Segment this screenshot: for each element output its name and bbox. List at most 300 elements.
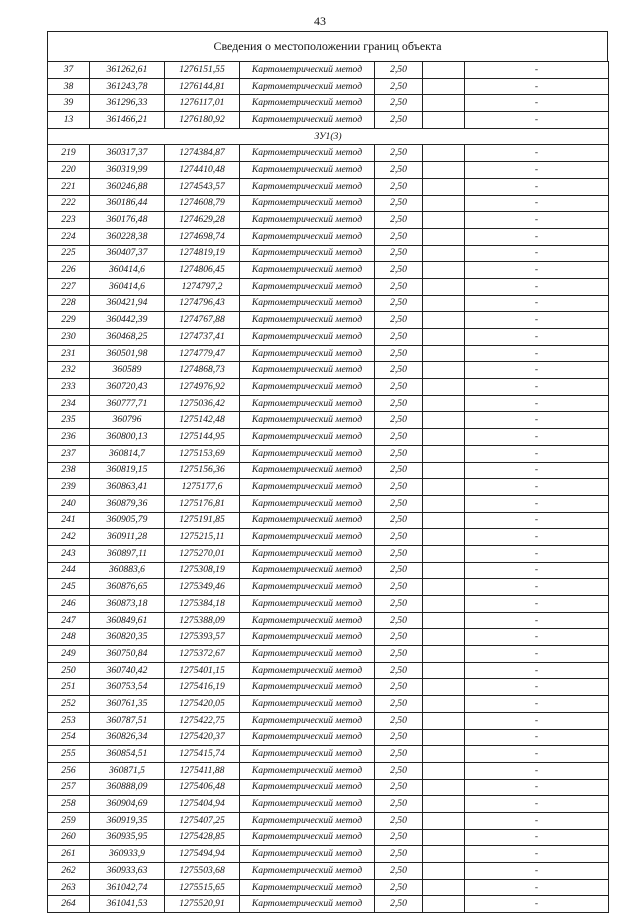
point-number-cell: 39	[48, 95, 90, 112]
table-row	[48, 729, 609, 746]
y-coordinate-cell: 1275422,75	[165, 712, 240, 729]
extra-cell: -	[465, 829, 609, 846]
x-coordinate-cell: 360888,09	[90, 779, 165, 796]
table-row	[48, 345, 609, 362]
precision-cell: 2,50	[375, 495, 423, 512]
point-number-cell: 245	[48, 579, 90, 596]
y-coordinate-cell: 1275036,42	[165, 395, 240, 412]
x-coordinate-cell: 360501,98	[90, 345, 165, 362]
precision-cell: 2,50	[375, 863, 423, 880]
method-cell: Картометрический метод	[240, 712, 375, 729]
table-body	[48, 62, 609, 913]
table-row	[48, 78, 609, 95]
table-title: Сведения о местоположении границ объекта	[47, 31, 608, 61]
table-row	[48, 112, 609, 129]
y-coordinate-cell: 1275349,46	[165, 579, 240, 596]
precision-cell: 2,50	[375, 62, 423, 79]
y-coordinate-cell: 1275416,19	[165, 679, 240, 696]
point-number-cell: 252	[48, 696, 90, 713]
x-coordinate-cell: 360750,84	[90, 646, 165, 663]
description-cell	[423, 762, 465, 779]
x-coordinate-cell: 361041,53	[90, 896, 165, 913]
point-number-cell: 13	[48, 112, 90, 129]
description-cell	[423, 779, 465, 796]
table-row	[48, 145, 609, 162]
point-number-cell: 237	[48, 445, 90, 462]
x-coordinate-cell: 360819,15	[90, 462, 165, 479]
section-row	[48, 128, 609, 145]
description-cell	[423, 896, 465, 913]
table-row	[48, 712, 609, 729]
table-row	[48, 529, 609, 546]
y-coordinate-cell: 1274767,88	[165, 312, 240, 329]
point-number-cell: 248	[48, 629, 90, 646]
x-coordinate-cell: 361042,74	[90, 879, 165, 896]
precision-cell: 2,50	[375, 829, 423, 846]
extra-cell: -	[465, 896, 609, 913]
description-cell	[423, 879, 465, 896]
y-coordinate-cell: 1275404,94	[165, 796, 240, 813]
point-number-cell: 251	[48, 679, 90, 696]
point-number-cell: 228	[48, 295, 90, 312]
description-cell	[423, 512, 465, 529]
method-cell: Картометрический метод	[240, 362, 375, 379]
extra-cell: -	[465, 379, 609, 396]
precision-cell: 2,50	[375, 112, 423, 129]
table-row	[48, 162, 609, 179]
table-row	[48, 395, 609, 412]
description-cell	[423, 262, 465, 279]
point-number-cell: 264	[48, 896, 90, 913]
table-row	[48, 696, 609, 713]
extra-cell: -	[465, 329, 609, 346]
precision-cell: 2,50	[375, 796, 423, 813]
extra-cell: -	[465, 662, 609, 679]
description-cell	[423, 362, 465, 379]
method-cell: Картометрический метод	[240, 562, 375, 579]
table-row	[48, 278, 609, 295]
table-row	[48, 312, 609, 329]
y-coordinate-cell: 1275384,18	[165, 596, 240, 613]
description-cell	[423, 345, 465, 362]
y-coordinate-cell: 1275144,95	[165, 429, 240, 446]
precision-cell: 2,50	[375, 479, 423, 496]
extra-cell: -	[465, 78, 609, 95]
extra-cell: -	[465, 278, 609, 295]
table-row	[48, 796, 609, 813]
precision-cell: 2,50	[375, 696, 423, 713]
y-coordinate-cell: 1275401,15	[165, 662, 240, 679]
description-cell	[423, 545, 465, 562]
precision-cell: 2,50	[375, 245, 423, 262]
precision-cell: 2,50	[375, 729, 423, 746]
method-cell: Картометрический метод	[240, 729, 375, 746]
x-coordinate-cell: 361262,61	[90, 62, 165, 79]
y-coordinate-cell: 1275142,48	[165, 412, 240, 429]
table-row	[48, 579, 609, 596]
description-cell	[423, 195, 465, 212]
y-coordinate-cell: 1276144,81	[165, 78, 240, 95]
extra-cell: -	[465, 195, 609, 212]
point-number-cell: 220	[48, 162, 90, 179]
method-cell: Картометрический метод	[240, 829, 375, 846]
x-coordinate-cell: 361296,33	[90, 95, 165, 112]
method-cell: Картометрический метод	[240, 228, 375, 245]
y-coordinate-cell: 1275494,94	[165, 846, 240, 863]
table-row	[48, 329, 609, 346]
point-number-cell: 253	[48, 712, 90, 729]
description-cell	[423, 746, 465, 763]
table-row	[48, 495, 609, 512]
y-coordinate-cell: 1276151,55	[165, 62, 240, 79]
y-coordinate-cell: 1275420,05	[165, 696, 240, 713]
description-cell	[423, 662, 465, 679]
y-coordinate-cell: 1275215,11	[165, 529, 240, 546]
table-row	[48, 412, 609, 429]
method-cell: Картометрический метод	[240, 312, 375, 329]
table-row	[48, 829, 609, 846]
y-coordinate-cell: 1274797,2	[165, 278, 240, 295]
extra-cell: -	[465, 729, 609, 746]
precision-cell: 2,50	[375, 846, 423, 863]
x-coordinate-cell: 360761,35	[90, 696, 165, 713]
table-row	[48, 62, 609, 79]
point-number-cell: 224	[48, 228, 90, 245]
precision-cell: 2,50	[375, 178, 423, 195]
extra-cell: -	[465, 445, 609, 462]
method-cell: Картометрический метод	[240, 262, 375, 279]
description-cell	[423, 479, 465, 496]
extra-cell: -	[465, 145, 609, 162]
y-coordinate-cell: 1274698,74	[165, 228, 240, 245]
method-cell: Картометрический метод	[240, 395, 375, 412]
method-cell: Картометрический метод	[240, 596, 375, 613]
precision-cell: 2,50	[375, 395, 423, 412]
x-coordinate-cell: 360246,88	[90, 178, 165, 195]
method-cell: Картометрический метод	[240, 696, 375, 713]
table-row	[48, 646, 609, 663]
description-cell	[423, 829, 465, 846]
description-cell	[423, 495, 465, 512]
method-cell: Картометрический метод	[240, 345, 375, 362]
extra-cell: -	[465, 846, 609, 863]
method-cell: Картометрический метод	[240, 379, 375, 396]
table-row	[48, 445, 609, 462]
extra-cell: -	[465, 112, 609, 129]
extra-cell: -	[465, 479, 609, 496]
description-cell	[423, 596, 465, 613]
precision-cell: 2,50	[375, 646, 423, 663]
precision-cell: 2,50	[375, 896, 423, 913]
description-cell	[423, 629, 465, 646]
point-number-cell: 236	[48, 429, 90, 446]
precision-cell: 2,50	[375, 295, 423, 312]
x-coordinate-cell: 360317,37	[90, 145, 165, 162]
y-coordinate-cell: 1274629,28	[165, 212, 240, 229]
description-cell	[423, 379, 465, 396]
x-coordinate-cell: 361243,78	[90, 78, 165, 95]
method-cell: Картометрический метод	[240, 212, 375, 229]
x-coordinate-cell: 360414,6	[90, 278, 165, 295]
x-coordinate-cell: 360933,9	[90, 846, 165, 863]
y-coordinate-cell: 1274868,73	[165, 362, 240, 379]
precision-cell: 2,50	[375, 679, 423, 696]
extra-cell: -	[465, 646, 609, 663]
y-coordinate-cell: 1275308,19	[165, 562, 240, 579]
extra-cell: -	[465, 562, 609, 579]
table-row	[48, 245, 609, 262]
x-coordinate-cell: 360863,41	[90, 479, 165, 496]
method-cell: Картометрический метод	[240, 796, 375, 813]
table-row	[48, 879, 609, 896]
table-row	[48, 762, 609, 779]
precision-cell: 2,50	[375, 228, 423, 245]
x-coordinate-cell: 360820,35	[90, 629, 165, 646]
y-coordinate-cell: 1275415,74	[165, 746, 240, 763]
point-number-cell: 257	[48, 779, 90, 796]
description-cell	[423, 162, 465, 179]
point-number-cell: 234	[48, 395, 90, 412]
extra-cell: -	[465, 245, 609, 262]
precision-cell: 2,50	[375, 362, 423, 379]
method-cell: Картометрический метод	[240, 879, 375, 896]
x-coordinate-cell: 360796	[90, 412, 165, 429]
description-cell	[423, 295, 465, 312]
method-cell: Картометрический метод	[240, 62, 375, 79]
x-coordinate-cell: 360897,11	[90, 545, 165, 562]
y-coordinate-cell: 1274384,87	[165, 145, 240, 162]
y-coordinate-cell: 1275270,01	[165, 545, 240, 562]
precision-cell: 2,50	[375, 278, 423, 295]
table-row	[48, 362, 609, 379]
y-coordinate-cell: 1274806,45	[165, 262, 240, 279]
description-cell	[423, 445, 465, 462]
description-cell	[423, 612, 465, 629]
y-coordinate-cell: 1274543,57	[165, 178, 240, 195]
method-cell: Картометрический метод	[240, 195, 375, 212]
description-cell	[423, 395, 465, 412]
precision-cell: 2,50	[375, 429, 423, 446]
point-number-cell: 230	[48, 329, 90, 346]
x-coordinate-cell: 360879,36	[90, 495, 165, 512]
table-row	[48, 612, 609, 629]
x-coordinate-cell: 360589	[90, 362, 165, 379]
table-row	[48, 662, 609, 679]
precision-cell: 2,50	[375, 812, 423, 829]
method-cell: Картометрический метод	[240, 646, 375, 663]
table-row	[48, 429, 609, 446]
method-cell: Картометрический метод	[240, 846, 375, 863]
y-coordinate-cell: 1275393,57	[165, 629, 240, 646]
point-number-cell: 232	[48, 362, 90, 379]
method-cell: Картометрический метод	[240, 278, 375, 295]
table-row	[48, 545, 609, 562]
extra-cell: -	[465, 228, 609, 245]
x-coordinate-cell: 360186,44	[90, 195, 165, 212]
extra-cell: -	[465, 579, 609, 596]
point-number-cell: 225	[48, 245, 90, 262]
y-coordinate-cell: 1275520,91	[165, 896, 240, 913]
x-coordinate-cell: 360468,25	[90, 329, 165, 346]
precision-cell: 2,50	[375, 95, 423, 112]
y-coordinate-cell: 1276180,92	[165, 112, 240, 129]
section-label: ЗУ1(3)	[48, 128, 609, 145]
method-cell: Картометрический метод	[240, 612, 375, 629]
point-number-cell: 242	[48, 529, 90, 546]
method-cell: Картометрический метод	[240, 896, 375, 913]
page-number: 43	[314, 14, 326, 28]
boundary-points-table	[47, 61, 609, 913]
method-cell: Картометрический метод	[240, 479, 375, 496]
description-cell	[423, 579, 465, 596]
x-coordinate-cell: 360414,6	[90, 262, 165, 279]
precision-cell: 2,50	[375, 712, 423, 729]
table-row	[48, 95, 609, 112]
method-cell: Картометрический метод	[240, 112, 375, 129]
method-cell: Картометрический метод	[240, 762, 375, 779]
extra-cell: -	[465, 629, 609, 646]
point-number-cell: 246	[48, 596, 90, 613]
description-cell	[423, 696, 465, 713]
point-number-cell: 235	[48, 412, 90, 429]
method-cell: Картометрический метод	[240, 512, 375, 529]
method-cell: Картометрический метод	[240, 812, 375, 829]
table-row	[48, 596, 609, 613]
point-number-cell: 238	[48, 462, 90, 479]
method-cell: Картометрический метод	[240, 178, 375, 195]
y-coordinate-cell: 1274608,79	[165, 195, 240, 212]
extra-cell: -	[465, 545, 609, 562]
extra-cell: -	[465, 312, 609, 329]
extra-cell: -	[465, 178, 609, 195]
table-row	[48, 629, 609, 646]
extra-cell: -	[465, 62, 609, 79]
precision-cell: 2,50	[375, 779, 423, 796]
method-cell: Картометрический метод	[240, 162, 375, 179]
extra-cell: -	[465, 362, 609, 379]
description-cell	[423, 462, 465, 479]
extra-cell: -	[465, 712, 609, 729]
method-cell: Картометрический метод	[240, 679, 375, 696]
point-number-cell: 261	[48, 846, 90, 863]
precision-cell: 2,50	[375, 162, 423, 179]
y-coordinate-cell: 1275411,88	[165, 762, 240, 779]
method-cell: Картометрический метод	[240, 95, 375, 112]
method-cell: Картометрический метод	[240, 329, 375, 346]
extra-cell: -	[465, 779, 609, 796]
description-cell	[423, 78, 465, 95]
precision-cell: 2,50	[375, 529, 423, 546]
point-number-cell: 262	[48, 863, 90, 880]
description-cell	[423, 112, 465, 129]
point-number-cell: 38	[48, 78, 90, 95]
extra-cell: -	[465, 429, 609, 446]
precision-cell: 2,50	[375, 629, 423, 646]
precision-cell: 2,50	[375, 78, 423, 95]
description-cell	[423, 212, 465, 229]
x-coordinate-cell: 360873,18	[90, 596, 165, 613]
precision-cell: 2,50	[375, 195, 423, 212]
precision-cell: 2,50	[375, 462, 423, 479]
extra-cell: -	[465, 879, 609, 896]
method-cell: Картометрический метод	[240, 145, 375, 162]
method-cell: Картометрический метод	[240, 495, 375, 512]
description-cell	[423, 429, 465, 446]
y-coordinate-cell: 1275420,37	[165, 729, 240, 746]
point-number-cell: 240	[48, 495, 90, 512]
extra-cell: -	[465, 462, 609, 479]
table-row	[48, 779, 609, 796]
y-coordinate-cell: 1274819,19	[165, 245, 240, 262]
y-coordinate-cell: 1275156,36	[165, 462, 240, 479]
x-coordinate-cell: 360421,94	[90, 295, 165, 312]
precision-cell: 2,50	[375, 262, 423, 279]
table-row	[48, 462, 609, 479]
x-coordinate-cell: 360787,51	[90, 712, 165, 729]
table-row	[48, 479, 609, 496]
extra-cell: -	[465, 812, 609, 829]
x-coordinate-cell: 361466,21	[90, 112, 165, 129]
description-cell	[423, 245, 465, 262]
y-coordinate-cell: 1276117,01	[165, 95, 240, 112]
description-cell	[423, 529, 465, 546]
table-row	[48, 195, 609, 212]
precision-cell: 2,50	[375, 379, 423, 396]
description-cell	[423, 729, 465, 746]
table-row	[48, 212, 609, 229]
description-cell	[423, 178, 465, 195]
description-cell	[423, 679, 465, 696]
extra-cell: -	[465, 412, 609, 429]
point-number-cell: 222	[48, 195, 90, 212]
precision-cell: 2,50	[375, 545, 423, 562]
method-cell: Картометрический метод	[240, 662, 375, 679]
y-coordinate-cell: 1274737,41	[165, 329, 240, 346]
table-row	[48, 863, 609, 880]
x-coordinate-cell: 360919,35	[90, 812, 165, 829]
table-row	[48, 295, 609, 312]
description-cell	[423, 863, 465, 880]
y-coordinate-cell: 1275372,67	[165, 646, 240, 663]
point-number-cell: 227	[48, 278, 90, 295]
description-cell	[423, 312, 465, 329]
x-coordinate-cell: 360911,28	[90, 529, 165, 546]
extra-cell: -	[465, 796, 609, 813]
extra-cell: -	[465, 162, 609, 179]
method-cell: Картометрический метод	[240, 746, 375, 763]
description-cell	[423, 95, 465, 112]
method-cell: Картометрический метод	[240, 429, 375, 446]
point-number-cell: 258	[48, 796, 90, 813]
point-number-cell: 226	[48, 262, 90, 279]
point-number-cell: 259	[48, 812, 90, 829]
point-number-cell: 255	[48, 746, 90, 763]
precision-cell: 2,50	[375, 445, 423, 462]
extra-cell: -	[465, 395, 609, 412]
x-coordinate-cell: 360407,37	[90, 245, 165, 262]
method-cell: Картометрический метод	[240, 78, 375, 95]
table-row	[48, 262, 609, 279]
point-number-cell: 221	[48, 178, 90, 195]
point-number-cell: 223	[48, 212, 90, 229]
extra-cell: -	[465, 295, 609, 312]
extra-cell: -	[465, 262, 609, 279]
method-cell: Картометрический метод	[240, 295, 375, 312]
y-coordinate-cell: 1275503,68	[165, 863, 240, 880]
description-cell	[423, 228, 465, 245]
table-row	[48, 679, 609, 696]
x-coordinate-cell: 360814,7	[90, 445, 165, 462]
